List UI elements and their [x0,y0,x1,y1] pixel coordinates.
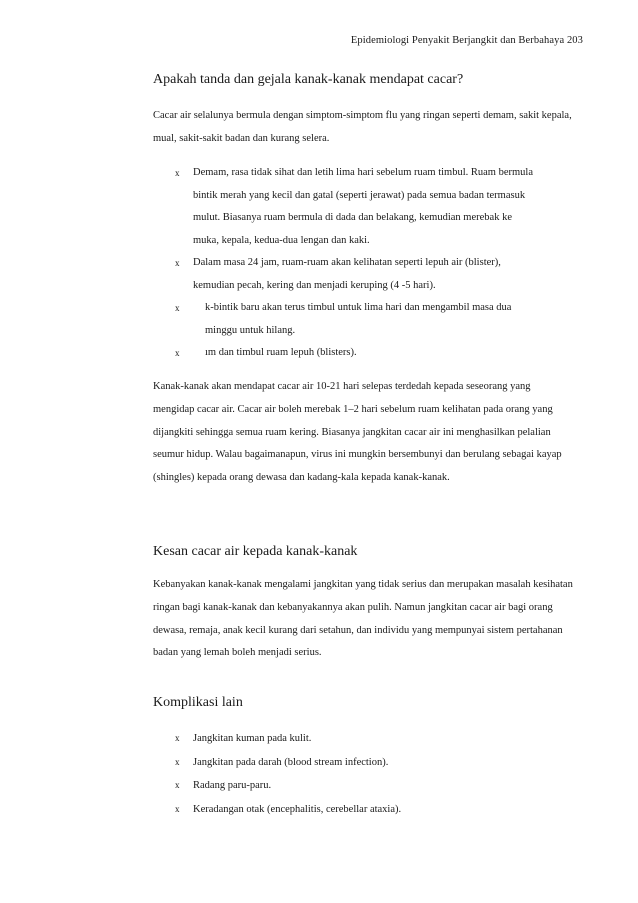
list-item-text: Dalam masa 24 jam, ruam-ruam akan kelihatan seperti lepuh air (blister), kemudian pecah, kering dan menjadi keruping (4 -5 hari). [193,257,501,291]
list-item-text: k-bintik baru akan terus timbul untuk lima hari dan mengambil masa dua minggu untuk hilang. [205,302,512,336]
section-heading-symptoms: Apakah tanda dan gejala kanak-kanak mendapat cacar? [153,72,464,87]
list-item-text: Demam, rasa tidak sihat dan letih lima hari sebelum ruam timbul. Ruam bermula bintik merah yang kecil dan gatal (seperti jerawat) pada semua badan termasuk mulut. Biasanya ruam bermula di dada dan belakang, kemudian merebak ke muka, kepala, kedua-dua lengan dan kaki. [193,167,533,246]
bullet-marker: x [175,348,180,358]
running-header: Epidemiologi Penyakit Berjangkit dan Berbahaya 203 [350,35,583,46]
bullet-marker: x [175,756,180,767]
effects-paragraph: Kebanyakan kanak-kanak mengalami jangkitan yang tidak serius dan merupakan masalah kesihatan ringan bagi kanak-kanak dan kebanyakannya akan pulih. Namun jangkitan cacar air bagi orang dewasa, remaja, anak kecil kurang dari setahun, dan individu yang mempunyai sistem pertahanan badan yang lemah boleh menjadi serius. [153,579,573,659]
list-item [153,297,538,342]
symptoms-intro-paragraph: Cacar air selalunya bermula dengan simptom-simptom flu yang ringan seperti demam, sakit kepala, mual, sakit-sakit badan dan kurang selera. [153,110,572,144]
list-item [153,752,538,774]
section-heading-effects: Kesan cacar air kepada kanak-kanak [153,544,358,559]
bullet-marker: x [175,780,180,790]
list-item [153,252,538,297]
bullet-marker: x [175,803,180,814]
list-item-text: Radang paru-paru. [193,780,272,791]
list-item-text: Jangkitan pada darah (blood stream infection). [193,756,389,768]
section-heading-complications: Komplikasi lain [153,695,243,710]
list-item [153,775,538,797]
bullet-marker: x [175,258,180,268]
list-item [153,728,538,750]
bullet-marker: x [175,303,180,313]
list-item-text: ım dan timbul ruam lepuh (blisters). [205,347,357,358]
list-item [153,342,538,365]
transmission-paragraph: Kanak-kanak akan mendapat cacar air 10-21 hari selepas terdedah kepada seseorang yang mengidap cacar air. Cacar air boleh merebak 1–2 hari sebelum ruam kelihatan pada orang yang dijangkiti sehingga semua ruam kering. Biasanya jangkitan cacar air ini menghasilkan pelalian seumur hidup. Walau bagaimanapun, virus ini mungkin bersembunyi dan berulang sebagai kayap (shingles) kepada orang dewasa dan kadang-kala kepada kanak-kanak. [153,381,562,484]
bullet-marker: x [175,168,180,178]
list-item [153,162,538,252]
complications-bullet-list [153,728,538,822]
list-item-text: Jangkitan kuman pada kulit. [193,733,312,744]
bullet-marker: x [175,733,180,743]
symptoms-bullet-list [153,162,538,365]
list-item-text: Keradangan otak (encephalitis, cerebellar ataxia). [193,803,402,815]
list-item [153,799,538,821]
